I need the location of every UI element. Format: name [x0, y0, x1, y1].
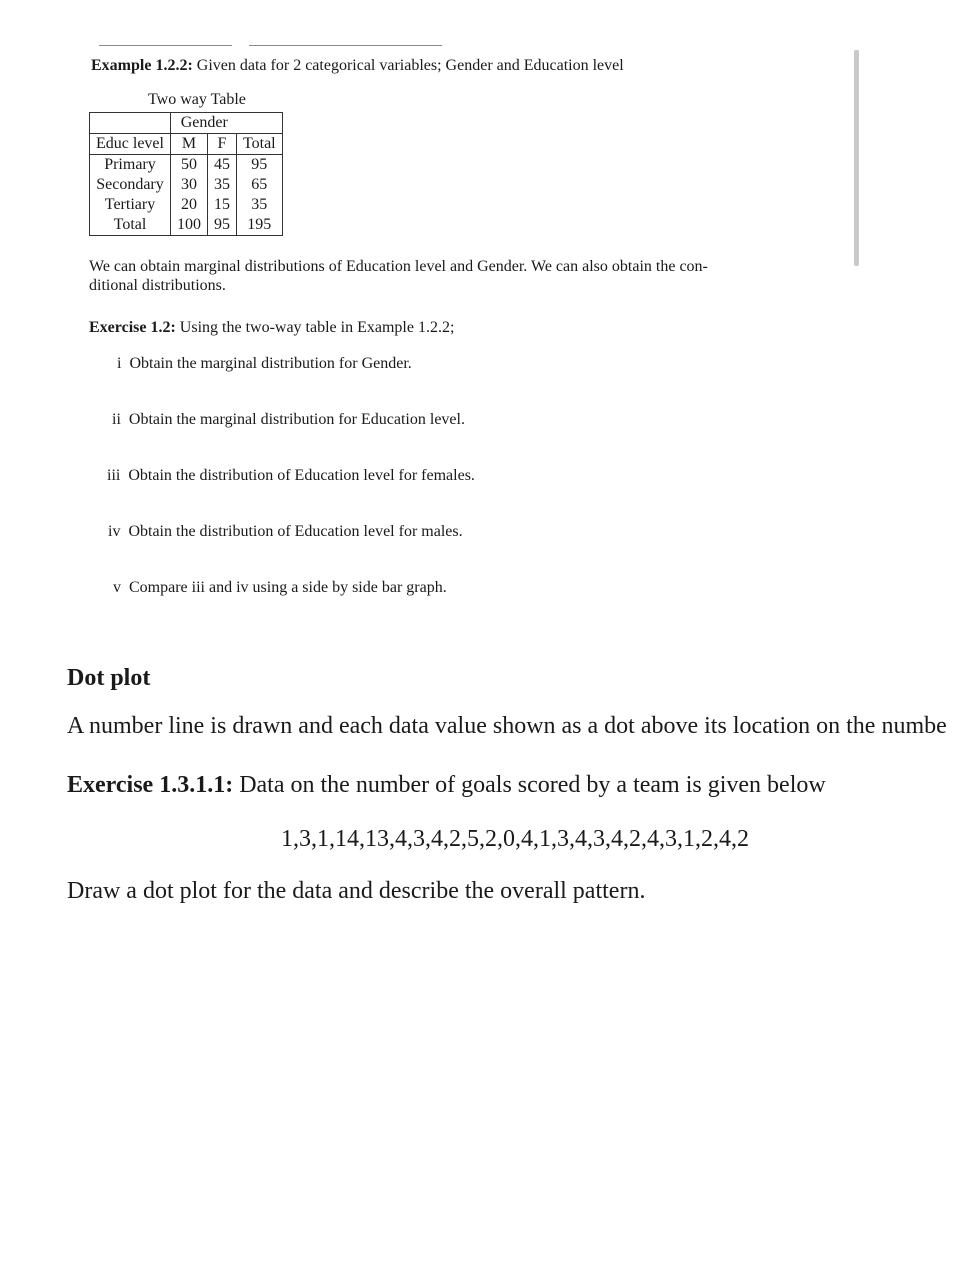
item-number: iii	[107, 467, 121, 484]
dot-plot-description-text: A number line is drawn and each data value shown as a dot above its location on the numbe	[67, 713, 947, 739]
table-cell: 65	[236, 175, 282, 195]
exercise-1-2-text: Using the two-way table in Example 1.2.2;	[179, 319, 455, 336]
gender-header: Gender	[170, 113, 282, 134]
exercise-item	[113, 579, 447, 597]
exercise-1-3-1-1-text: Data on the number of goals scored by a team is given below	[239, 772, 826, 798]
dot-plot-heading	[67, 665, 150, 692]
dot-plot-description	[67, 713, 971, 740]
item-text: Obtain the distribution of Education level for males.	[128, 523, 463, 540]
table-cell: 20	[170, 195, 207, 215]
table-cell: 195	[236, 215, 282, 236]
marginal-text-line2: ditional distributions.	[89, 277, 226, 294]
table-cell: 95	[236, 155, 282, 176]
table-total-row	[90, 215, 283, 236]
table-cell: Secondary	[90, 175, 171, 195]
table-row	[90, 155, 283, 176]
table-row	[90, 175, 283, 195]
marginal-text-line1: We can obtain marginal distributions of Education level and Gender. We can also obtain the con-	[89, 258, 708, 275]
exercise-item	[108, 523, 463, 541]
two-way-table	[89, 112, 283, 236]
table-cell: Primary	[90, 155, 171, 176]
table-row	[90, 195, 283, 215]
dot-plot-title: Dot plot	[67, 665, 151, 691]
table-cell: 50	[170, 155, 207, 176]
table-caption: Two way Table	[148, 91, 246, 108]
exercise-item	[117, 355, 412, 373]
exercise-1-3-1-1-label: Exercise 1.3.1.1:	[67, 772, 234, 798]
item-number: ii	[112, 411, 121, 428]
top-rule-left	[99, 45, 232, 46]
table-cell: 35	[207, 175, 236, 195]
goals-data: 1,3,1,14,13,4,3,4,2,5,2,0,4,1,3,4,3,4,2,4,3,1,2,4,2	[281, 826, 749, 852]
column-header: Educ level	[90, 134, 171, 155]
exercise-item	[112, 411, 465, 429]
example-label: Example 1.2.2:	[91, 57, 193, 74]
item-text: Compare iii and iv using a side by side bar graph.	[129, 579, 447, 596]
table-cell: 45	[207, 155, 236, 176]
item-number: v	[113, 579, 121, 596]
exercise-1-2-label: Exercise 1.2:	[89, 319, 176, 336]
table-cell: 15	[207, 195, 236, 215]
exercise-1-2-heading	[89, 319, 454, 337]
table-cell: 30	[170, 175, 207, 195]
exercise-1-3-1-1-heading	[67, 772, 826, 799]
table-cell: 35	[236, 195, 282, 215]
table-cell: 100	[170, 215, 207, 236]
item-text: Obtain the distribution of Education level for females.	[128, 467, 475, 484]
table-cell: Total	[90, 215, 171, 236]
item-text: Obtain the marginal distribution for Education level.	[128, 411, 465, 428]
column-header: M	[170, 134, 207, 155]
table-column-header-row	[90, 134, 283, 155]
table-corner-cell	[90, 113, 171, 134]
table-cell: 95	[207, 215, 236, 236]
exercise-item	[107, 467, 475, 485]
example-heading	[91, 57, 624, 75]
column-header: Total	[236, 134, 282, 155]
dot-plot-instruction: Draw a dot plot for the data and describe the overall pattern.	[67, 878, 646, 904]
table-cell: Tertiary	[90, 195, 171, 215]
item-text: Obtain the marginal distribution for Gender.	[129, 355, 412, 372]
item-number: i	[117, 355, 122, 372]
top-rule-right	[249, 45, 442, 46]
table-group-header-row	[90, 113, 283, 134]
column-header: F	[207, 134, 236, 155]
scrollbar[interactable]	[854, 50, 859, 266]
item-number: iv	[108, 523, 121, 540]
example-text: Given data for 2 categorical variables; Gender and Education level	[196, 57, 624, 74]
